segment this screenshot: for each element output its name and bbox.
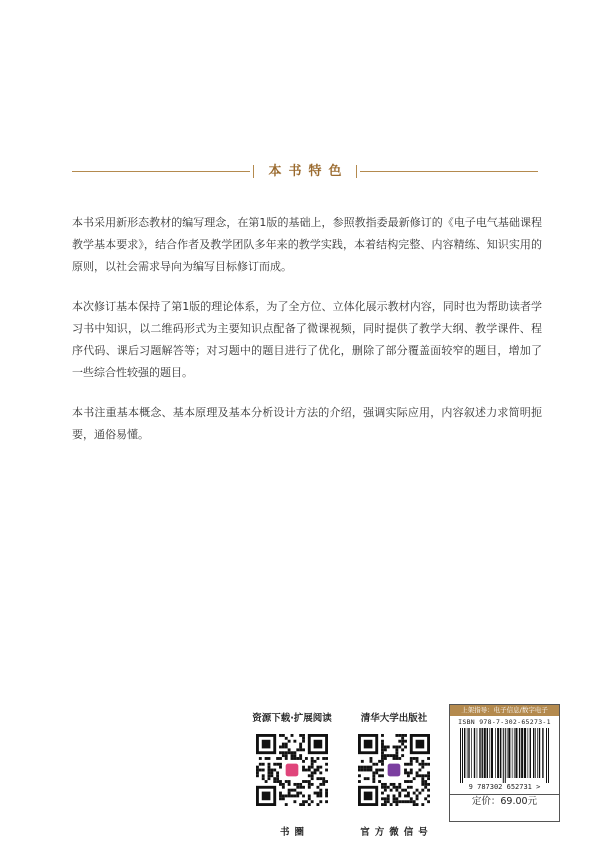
wechat-logo-icon	[388, 764, 401, 777]
qr-top-caption: 资源下载·扩展阅读	[252, 713, 332, 724]
paragraph-2: 本次修订基本保持了第1版的理论体系，为了全方位、立体化展示教材内容，同时也为帮助读者学习书中知识，以二维码形式为主要知识点配备了微课视频，同时提供了教学大纲、教学课件、程序代码、课后习题解答等；对习题中的题目进行了优化，删除了部分覆盖面较窄的题目，增加了一些综合性较强的题目。	[72, 300, 542, 379]
header-rule-right	[360, 171, 538, 172]
barcode-icon	[457, 728, 552, 783]
qr-bottom-caption: 书圈	[279, 827, 309, 838]
qr-code[interactable]	[358, 734, 430, 806]
header-rule-left	[72, 171, 250, 172]
isbn-text: ISBN 978-7-302-65273-1	[458, 718, 551, 726]
price-label: 定价：69.00元	[450, 794, 559, 809]
section-header	[72, 162, 538, 182]
barcode-box	[449, 704, 560, 822]
paragraph-1: 本书采用新形态教材的编写理念，在第1版的基础上，参照教指委最新修订的《电子电气基础课程教学基本要求》，结合作者及教学团队多年来的教学实践，本着结构完整、内容精练、知识实用的原则，以社会需求导向为编写目标修订而成。	[72, 216, 542, 273]
paragraph-3: 本书注重基本概念、基本原理及基本分析设计方法的介绍，强调实际应用，内容叙述力求简明扼要，通俗易懂。	[72, 406, 542, 441]
qr-bottom-caption: 官方微信号	[360, 827, 433, 838]
header-tick-left	[253, 165, 254, 178]
qr-code[interactable]	[256, 734, 328, 806]
header-tick-right	[356, 165, 357, 178]
qr-block-wechat	[350, 712, 438, 838]
barcode-digits: 9 787302 652731 >	[468, 783, 541, 791]
qr-top-caption: 清华大学出版社	[360, 713, 428, 724]
book-features-text	[72, 212, 542, 464]
book-circle-logo-icon	[286, 764, 299, 777]
section-title: 本书特色	[268, 164, 349, 179]
qr-block-resources	[248, 712, 336, 838]
shelving-category: 上架指导：电子信息/数字电子	[450, 705, 559, 716]
